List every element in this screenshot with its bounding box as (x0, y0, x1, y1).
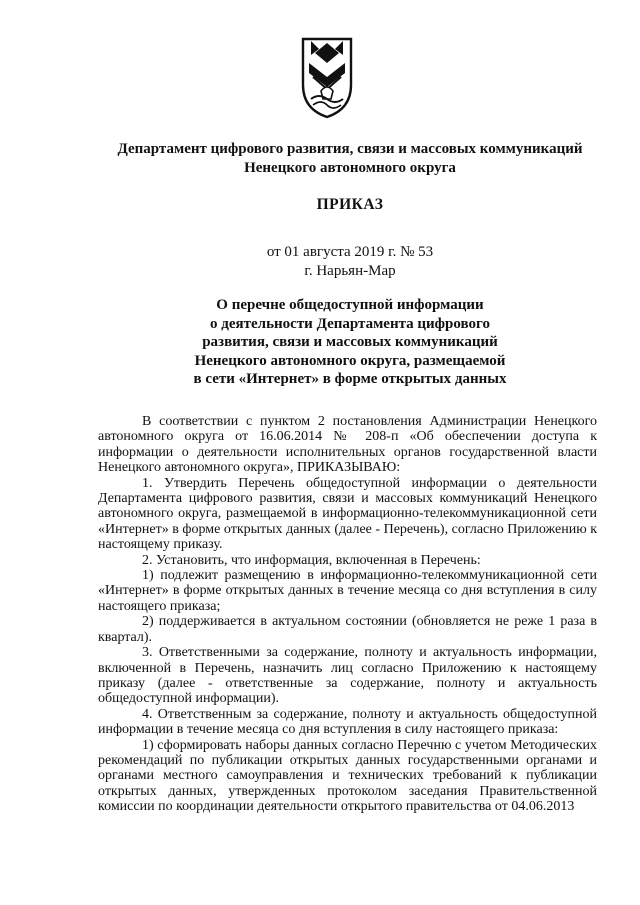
organization-line-2: Ненецкого автономного округа (244, 160, 456, 176)
paragraph-preamble: В соответствии с пунктом 2 постановления Администрации Ненецкого автономного округа от 16.06.2014 № 208-п «Об обеспечении доступа к информации о деятельности исполнительных органов государственной власти Ненецкого автономного округа», ПРИКАЗЫВАЮ: (98, 414, 597, 476)
paragraph-item-2-1: 1) подлежит размещению в информационно-телекоммуникационной сети «Интернет» в форме открытых данных в течение месяца со дня вступления в силу настоящего приказа; (98, 568, 597, 614)
date-and-place (60, 243, 640, 281)
paragraph-item-2-2: 2) поддерживается в актуальном состоянии (обновляется не реже 1 раза в квартал). (98, 614, 597, 645)
paragraph-item-4: 4. Ответственным за содержание, полноту и актуальность общедоступной информации в течение месяца со дня вступления в силу настоящего приказа: (98, 706, 597, 738)
paragraph-item-4-1: 1) сформировать наборы данных согласно Перечню с учетом Методических рекомендаций по публикации открытых данных государственными органами и органами местного самоуправления и технических требований к публикации открытых данных, утвержденных протоколом заседания Правительственной комиссии по координации деятельности открытого правительства от 04.06.2013 (98, 737, 597, 815)
document-body (98, 414, 597, 815)
subject-line-4: Ненецкого автономного округа, размещаемой (194, 352, 506, 369)
paragraph-item-1: 1. Утвердить Перечень общедоступной информации о деятельности Департамента цифрового развития, связи и массовых коммуникаций Ненецкого автономного округа, размещаемой в информационно-телекоммуникационной сети «Интернет» в форме открытых данных (далее - Перечень), согласно Приложению к настоящему приказу. (98, 475, 597, 553)
organization-name (60, 140, 640, 178)
organization-line-1: Департамент цифрового развития, связи и массовых коммуникаций (117, 141, 583, 157)
document-date: от 01 августа 2019 г. № 53 (266, 244, 434, 260)
coat-of-arms-emblem (299, 33, 355, 119)
subject-line-2: о деятельности Департамента цифрового (210, 315, 490, 332)
paragraph-item-2: 2. Установить, что информация, включенная в Перечень: (142, 552, 481, 568)
document-place: г. Нарьян-Мар (304, 263, 396, 279)
document-type: ПРИКАЗ (316, 196, 384, 213)
subject-line-1: О перечне общедоступной информации (216, 297, 484, 313)
subject-line-3: развития, связи и массовых коммуникаций (202, 334, 498, 350)
paragraph-item-3: 3. Ответственными за содержание, полноту и актуальность информации, включенной в Перечень, назначить лиц согласно Приложению к настоящему приказу (далее - ответственные за содержание, полноту и актуальность общедоступной информации). (98, 645, 597, 707)
subject-line-5: в сети «Интернет» в форме открытых данных (193, 371, 507, 387)
document-subject (60, 296, 640, 389)
